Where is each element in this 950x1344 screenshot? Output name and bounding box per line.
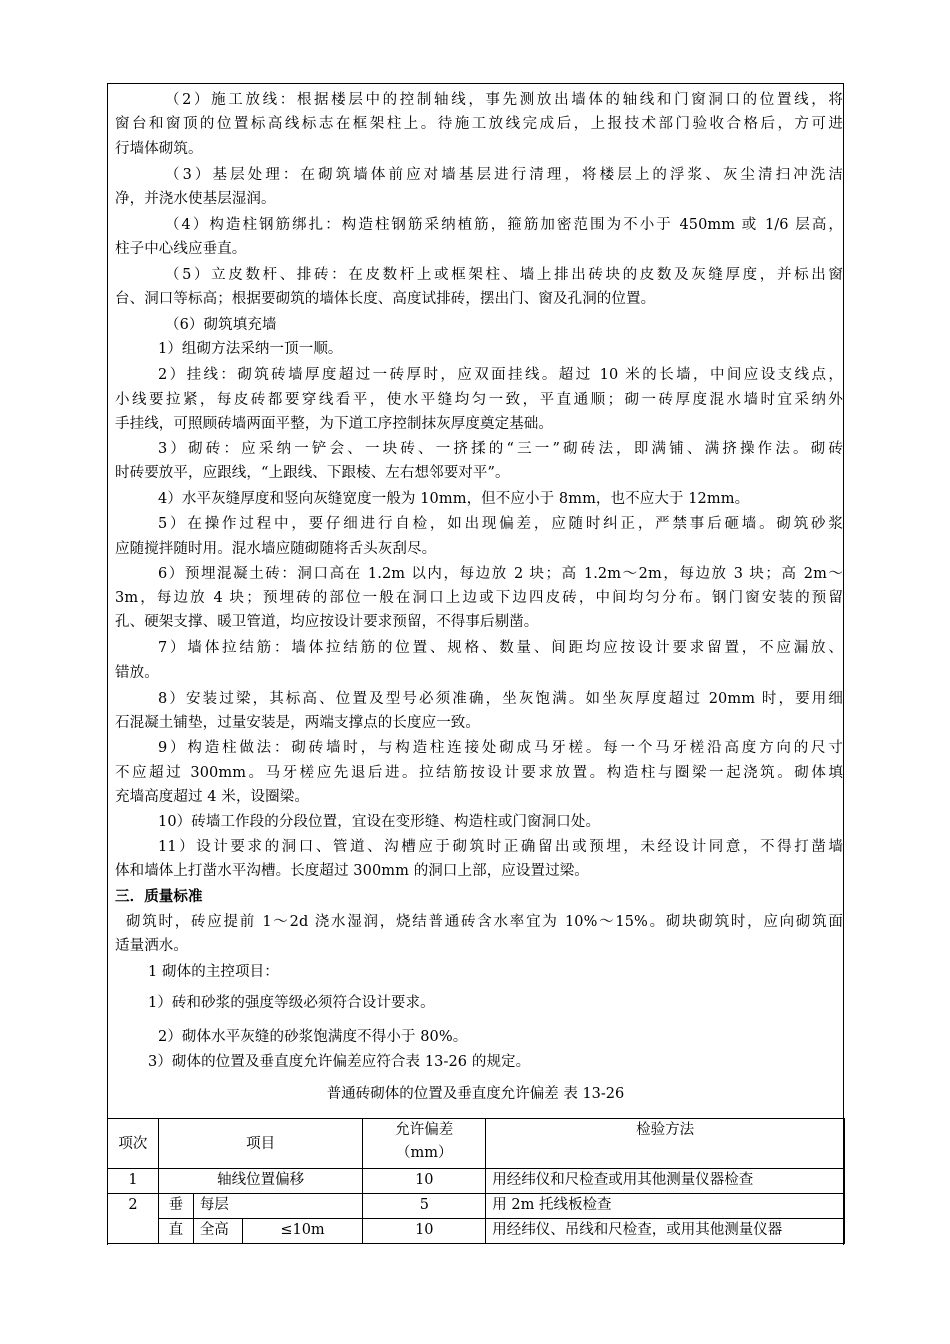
- paragraph-line: 10）砖墙工作段的分段位置，宜设在变形缝、构造柱或门窗洞口处。: [158, 814, 601, 830]
- header-item: 项目: [158, 1119, 362, 1169]
- paragraph-line: 7）墙体拉结筋：墙体拉结筋的位置、规格、数量、间距均应按设计要求留置，不应漏放、: [158, 640, 843, 656]
- paragraph-line: 6）预埋混凝土砖：洞口高在 1.2m 以内，每边放 2 块；高 1.2m～2m，每边放 3 块；高 2m～: [158, 566, 843, 582]
- paragraph-line: 柱子中心线应垂直。: [115, 241, 247, 257]
- paragraph-line: 充墙高度超过 4 米，设圈梁。: [115, 789, 309, 805]
- paragraph-line: 窗台和窗顶的位置标高线标志在框架柱上。待施工放线完成后，上报技术部门验收合格后，方可进: [115, 116, 843, 132]
- cell-tolerance: 10: [363, 1169, 486, 1194]
- header-method: 检验方法: [486, 1119, 845, 1169]
- paragraph-line: （4）构造柱钢筋绑扎：构造柱钢筋采纳植筋，箍筋加密范围为不小于 450mm 或 1/6 层高，: [165, 217, 843, 233]
- table-caption: 普通砖砌体的位置及垂直度允许偏差 表 13-26: [326, 1086, 625, 1102]
- cell-method: 用经纬仪、吊线和尺检查，或用其他测量仪器: [486, 1219, 845, 1244]
- cell-method: 用 2m 托线板检查: [486, 1194, 845, 1219]
- table-row: [108, 1194, 845, 1219]
- cell-item: 每层: [193, 1194, 363, 1219]
- table-row: [108, 1219, 845, 1244]
- header-tolerance: 允许偏差（mm）: [363, 1119, 486, 1169]
- paragraph-line: 1）组砌方法采纳一顶一顺。: [158, 341, 343, 357]
- paragraph-line: 小线要拉紧，每皮砖都要穿线看平，使水平缝均匀一致，平直通顺；砌一砖厚度混水墙时宜采纳外: [115, 392, 843, 408]
- cell-tolerance: 5: [363, 1194, 486, 1219]
- cell-group: 直: [158, 1219, 193, 1244]
- paragraph-line: 2）砌体水平灰缝的砂浆饱满度不得小于 80%。: [158, 1029, 468, 1045]
- paragraph-line: 8）安装过梁，其标高、位置及型号必须准确，坐灰饱满。如坐灰厚度超过 20mm 时，要用细: [158, 691, 843, 707]
- paragraph-line: 1）砖和砂浆的强度等级必须符合设计要求。: [148, 995, 435, 1011]
- paragraph-line: 净，并浇水使基层湿润。: [115, 191, 276, 207]
- paragraph-line: 2）挂线：砌筑砖墙厚度超过一砖厚时，应双面挂线。超过 10 米的长墙，中间应设支线点，: [158, 367, 843, 383]
- paragraph-line: 孔、硬架支撑、暖卫管道，均应按设计要求预留，不得事后剔凿。: [115, 614, 539, 630]
- paragraph-line: （3）基层处理：在砌筑墙体前应对墙基层进行清理，将楼层上的浮浆、灰尘清扫冲洗洁: [165, 167, 843, 183]
- paragraph-line: 3m，每边放 4 块；预埋砖的部位一般在洞口上边或下边四皮砖，中间均匀分布。钢门窗安装的预留: [115, 590, 843, 606]
- deviation-table: [107, 1118, 845, 1244]
- table-row: [108, 1169, 845, 1194]
- section-heading: 三．质量标准: [115, 888, 203, 905]
- paragraph-line: （6）砌筑填充墙: [165, 317, 277, 333]
- table-header-row: [108, 1119, 845, 1169]
- cell-tolerance: 10: [363, 1219, 486, 1244]
- paragraph-line: 应随搅拌随时用。混水墙应随砌随将舌头灰刮尽。: [115, 541, 437, 557]
- paragraph-line: 4）水平灰缝厚度和竖向灰缝宽度一般为 10mm，但不应小于 8mm，也不应大于 12mm。: [158, 491, 750, 507]
- paragraph-line: 体和墙体上打凿水平沟槽。长度超过 300mm 的洞口上部，应设置过梁。: [115, 863, 589, 879]
- paragraph-line: 11）设计要求的洞口、管道、沟槽应于砌筑时正确留出或预埋，未经设计同意，不得打凿墙: [158, 839, 843, 855]
- cell-item: 轴线位置偏移: [158, 1169, 362, 1194]
- paragraph-line: 错放。: [115, 665, 159, 681]
- paragraph-line: 3）砌砖：应采纳一铲会、一块砖、一挤揉的“三一”砌砖法，即满铺、满挤操作法。砌砖: [158, 441, 843, 457]
- paragraph-line: 石混凝土铺垫，过量安装是，两端支撑点的长度应一致。: [115, 715, 480, 731]
- paragraph-line: 砌筑时，砖应提前 1～2d 浇水湿润，烧结普通砖含水率宜为 10%～15%。砌块砌筑时，应向砌筑面: [126, 914, 843, 930]
- cell-group: 垂: [158, 1194, 193, 1219]
- cell-seq: 1: [108, 1169, 159, 1194]
- paragraph-line: 适量洒水。: [115, 938, 188, 954]
- paragraph-line: 台、洞口等标高；根据要砌筑的墙体长度、高度试排砖，摆出门、窗及孔洞的位置。: [115, 291, 656, 307]
- paragraph-line: 3）砌体的位置及垂直度允许偏差应符合表 13-26 的规定。: [148, 1054, 531, 1070]
- paragraph-line: （2）施工放线：根据楼层中的控制轴线，事先测放出墙体的轴线和门窗洞口的位置线，将: [165, 92, 843, 108]
- header-seq: 项次: [108, 1119, 159, 1169]
- paragraph-line: 9）构造柱做法：砌砖墙时，与构造柱连接处砌成马牙槎。每一个马牙槎沿高度方向的尺寸: [158, 740, 843, 756]
- paragraph-line: 行墙体砌筑。: [115, 141, 203, 157]
- cell-seq: 2: [108, 1194, 159, 1244]
- cell-item: 全高: [193, 1219, 242, 1244]
- paragraph-line: 5）在操作过程中，要仔细进行自检，如出现偏差，应随时纠正，严禁事后砸墙。砌筑砂浆: [158, 516, 843, 532]
- cell-subitem: ≤10m: [242, 1219, 363, 1244]
- paragraph-line: 1 砌体的主控项目：: [148, 964, 279, 980]
- cell-method: 用经纬仪和尺检查或用其他测量仪器检查: [486, 1169, 845, 1194]
- paragraph-line: （5）立皮数杆、排砖：在皮数杆上或框架柱、墙上排出砖块的皮数及灰缝厚度，并标出窗: [165, 267, 843, 283]
- paragraph-line: 时砖要放平，应跟线，“上跟线、下跟棱、左右想邻要对平”。: [115, 465, 510, 481]
- paragraph-line: 不应超过 300mm。马牙槎应先退后进。拉结筋按设计要求放置。构造柱与圈梁一起浇筑。砌体填: [115, 765, 843, 781]
- paragraph-line: 手挂线，可照顾砖墙两面平整，为下道工序控制抹灰厚度奠定基础。: [115, 416, 553, 432]
